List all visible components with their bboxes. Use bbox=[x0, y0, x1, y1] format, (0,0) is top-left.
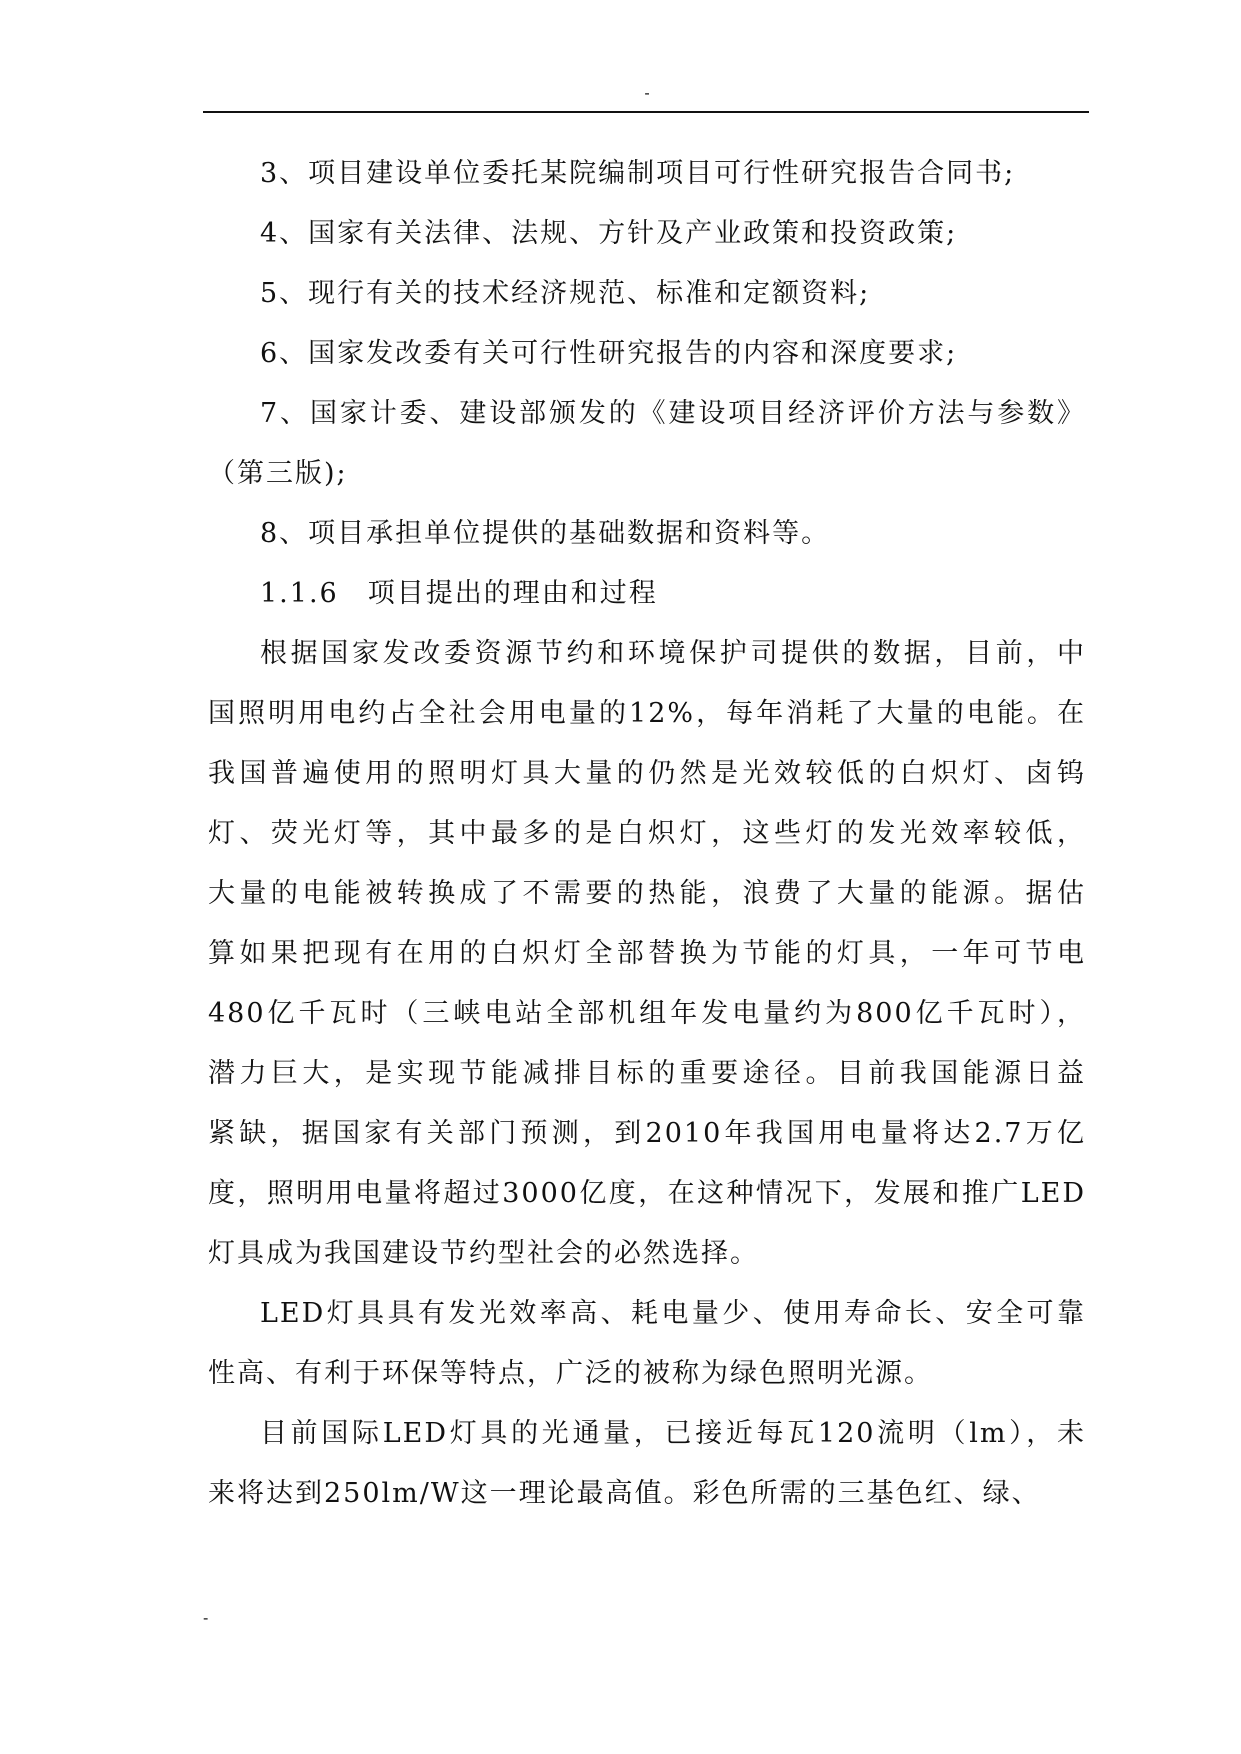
footer-mark: - bbox=[203, 1610, 209, 1627]
paragraph-line: 来将达到250lm/W这一理论最高值。彩色所需的三基色红、绿、 bbox=[208, 1478, 1041, 1509]
list-item-4: 4、国家有关法律、法规、方针及产业政策和投资政策; bbox=[260, 218, 958, 249]
paragraph-line: 目前国际LED灯具的光通量，已接近每瓦120流明（lm），未 bbox=[260, 1418, 1086, 1449]
paragraph-line: 度，照明用电量将超过3000亿度，在这种情况下，发展和推广LED bbox=[208, 1178, 1086, 1209]
paragraph-line: 算如果把现有在用的白炽灯全部替换为节能的灯具，一年可节电 bbox=[208, 938, 1086, 969]
paragraph-line: 大量的电能被转换成了不需要的热能，浪费了大量的能源。据估 bbox=[208, 878, 1086, 909]
paragraph-line: 国照明用电约占全社会用电量的12%，每年消耗了大量的电能。在 bbox=[208, 698, 1086, 729]
section-heading: 1.1.6 项目提出的理由和过程 bbox=[260, 578, 658, 609]
list-item-8: 8、项目承担单位提供的基础数据和资料等。 bbox=[260, 518, 831, 549]
list-item-3: 3、项目建设单位委托某院编制项目可行性研究报告合同书; bbox=[260, 158, 1016, 189]
list-item-7-continued: （第三版); bbox=[208, 458, 348, 489]
paragraph-line: 紧缺，据国家有关部门预测，到2010年我国用电量将达2.7万亿 bbox=[208, 1118, 1086, 1149]
paragraph-line: 480亿千瓦时（三峡电站全部机组年发电量约为800亿千瓦时）， bbox=[208, 998, 1086, 1029]
paragraph-line: 根据国家发改委资源节约和环境保护司提供的数据，目前，中 bbox=[260, 638, 1086, 669]
paragraph-line: 灯、荧光灯等，其中最多的是白炽灯，这些灯的发光效率较低， bbox=[208, 818, 1086, 849]
list-item-7: 7、国家计委、建设部颁发的《建设项目经济评价方法与参数》 bbox=[260, 398, 1086, 429]
list-item-6: 6、国家发改委有关可行性研究报告的内容和深度要求; bbox=[260, 338, 958, 369]
header-mark: - bbox=[644, 85, 650, 102]
header-rule bbox=[203, 111, 1089, 113]
paragraph-line: 灯具成为我国建设节约型社会的必然选择。 bbox=[208, 1238, 759, 1269]
paragraph-line: LED灯具具有发光效率高、耗电量少、使用寿命长、安全可靠 bbox=[260, 1298, 1086, 1329]
paragraph-line: 性高、有利于环保等特点，广泛的被称为绿色照明光源。 bbox=[208, 1358, 933, 1389]
page-body bbox=[208, 144, 1086, 1524]
list-item-5: 5、现行有关的技术经济规范、标准和定额资料; bbox=[260, 278, 871, 309]
paragraph-line: 潜力巨大，是实现节能减排目标的重要途径。目前我国能源日益 bbox=[208, 1058, 1086, 1089]
paragraph-line: 我国普遍使用的照明灯具大量的仍然是光效较低的白炽灯、卤钨 bbox=[208, 758, 1086, 789]
